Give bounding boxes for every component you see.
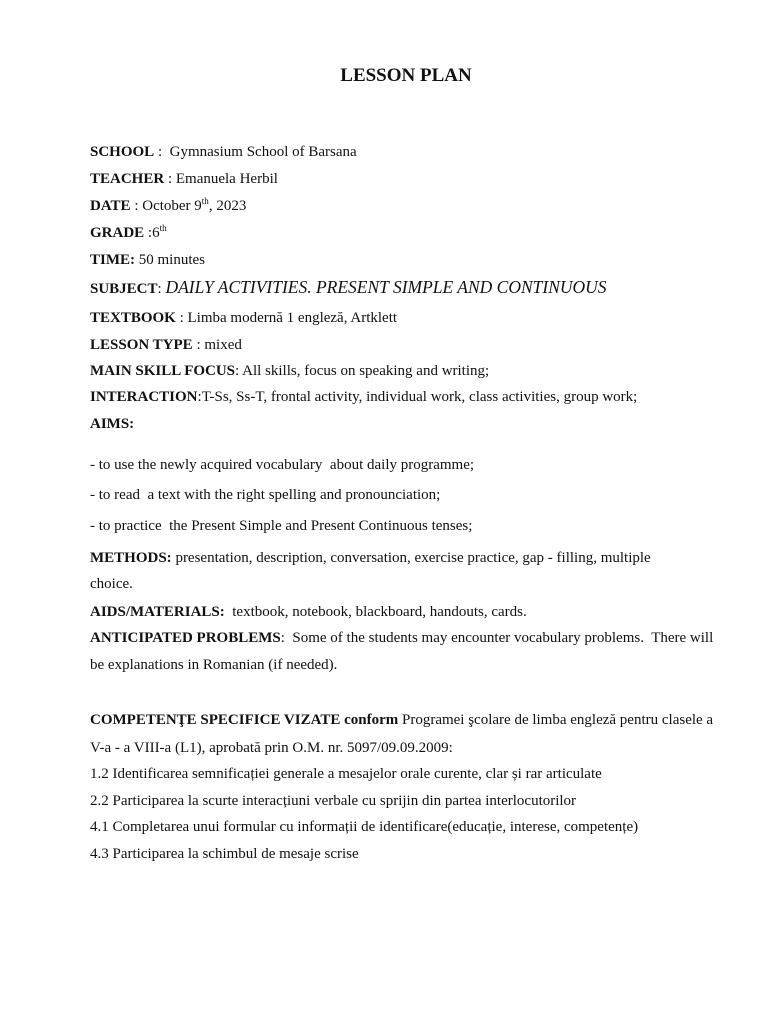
grade-line bbox=[90, 223, 167, 243]
competente-paragraph bbox=[90, 706, 724, 762]
competente-item: 4.1 Completarea unui formular cu informații de identificare(educație, interese, competențe) bbox=[90, 819, 639, 835]
subject-line bbox=[90, 277, 607, 299]
aims-heading bbox=[90, 414, 134, 434]
date-superscript: th bbox=[201, 196, 209, 206]
main-skill-label: MAIN SKILL FOCUS bbox=[90, 363, 236, 379]
subject-label: SUBJECT bbox=[90, 281, 158, 297]
problems-paragraph bbox=[90, 625, 722, 679]
date-sep: : bbox=[130, 198, 143, 214]
main-skill-line bbox=[90, 361, 489, 381]
interaction-sep: : bbox=[197, 389, 202, 405]
methods-label: METHODS: bbox=[90, 550, 172, 566]
textbook-line bbox=[90, 308, 397, 328]
methods-paragraph bbox=[90, 545, 670, 597]
teacher-value: Emanuela Herbil bbox=[175, 171, 278, 187]
aids-value: textbook, notebook, blackboard, handouts, cards. bbox=[224, 604, 527, 620]
problems-label: ANTICIPATED PROBLEMS bbox=[90, 630, 281, 646]
textbook-value: Limba modernă 1 engleză, Artklett bbox=[187, 310, 398, 326]
date-line bbox=[90, 196, 246, 216]
methods-value: presentation, description, conversation, exercise practice, gap - filling, multiple choice. bbox=[90, 550, 651, 592]
subject-sep: : bbox=[157, 281, 166, 297]
date-value-pre: October 9 bbox=[142, 198, 202, 214]
page-title: LESSON PLAN bbox=[340, 65, 472, 86]
grade-value: 6 bbox=[152, 225, 160, 241]
problems-value: : Some of the students may encounter vocabulary problems. There will be explanations in Romanian (if needed). bbox=[90, 630, 718, 673]
interaction-value: T-Ss, Ss-T, frontal activity, individual work, class activities, group work; bbox=[201, 389, 638, 405]
aim-item: - to read a text with the right spelling and pronounciation; bbox=[90, 487, 441, 503]
aim-item: - to use the newly acquired vocabulary about daily programme; bbox=[90, 457, 475, 473]
competente-value: Programei şcolare de limba engleză pentru clasele a V-a - a VIII-a (L1), aprobată prin O.M. nr. 5097/09.09.2009: bbox=[90, 712, 714, 756]
competente-item: 1.2 Identificarea semnificației generale a mesajelor orale curente, clar și rar articulate bbox=[90, 766, 602, 782]
time-label: TIME: bbox=[90, 252, 135, 268]
teacher-sep: : bbox=[164, 171, 176, 187]
lesson-type-label: LESSON TYPE bbox=[90, 337, 193, 353]
lesson-type-line bbox=[90, 335, 242, 355]
time-value: 50 minutes bbox=[138, 252, 205, 268]
interaction-label: INTERACTION bbox=[90, 389, 198, 405]
grade-sep: : bbox=[144, 225, 153, 241]
aim-item: - to practice the Present Simple and Present Continuous tenses; bbox=[90, 518, 473, 534]
school-line bbox=[90, 142, 357, 162]
lesson-type-sep: : bbox=[192, 337, 205, 353]
time-line bbox=[90, 250, 205, 270]
teacher-line bbox=[90, 169, 278, 189]
aims-label: AIMS: bbox=[90, 416, 135, 432]
main-skill-sep: : bbox=[235, 363, 243, 379]
competente-label: COMPETENŢE SPECIFICE VIZATE conform bbox=[90, 712, 399, 728]
date-label: DATE bbox=[90, 198, 131, 214]
subject-value: DAILY ACTIVITIES. PRESENT SIMPLE AND CONTINUOUS bbox=[165, 277, 607, 297]
grade-label: GRADE bbox=[90, 225, 145, 241]
grade-superscript: th bbox=[159, 223, 167, 233]
aids-label: AIDS/MATERIALS: bbox=[90, 604, 225, 620]
school-sep: : bbox=[154, 144, 170, 160]
textbook-sep: : bbox=[175, 310, 188, 326]
main-skill-value: All skills, focus on speaking and writing; bbox=[242, 363, 490, 379]
school-label: SCHOOL bbox=[90, 144, 155, 160]
teacher-label: TEACHER bbox=[90, 171, 165, 187]
lesson-type-value: mixed bbox=[204, 337, 242, 353]
date-value-post: , 2023 bbox=[208, 198, 247, 214]
competente-item: 4.3 Participarea la schimbul de mesaje scrise bbox=[90, 846, 359, 862]
interaction-line bbox=[90, 387, 637, 407]
textbook-label: TEXTBOOK bbox=[90, 310, 176, 326]
school-value: Gymnasium School of Barsana bbox=[169, 144, 357, 160]
aids-line bbox=[90, 602, 527, 622]
competente-item: 2.2 Participarea la scurte interacțiuni verbale cu sprijin din partea interlocutorilor bbox=[90, 793, 577, 809]
